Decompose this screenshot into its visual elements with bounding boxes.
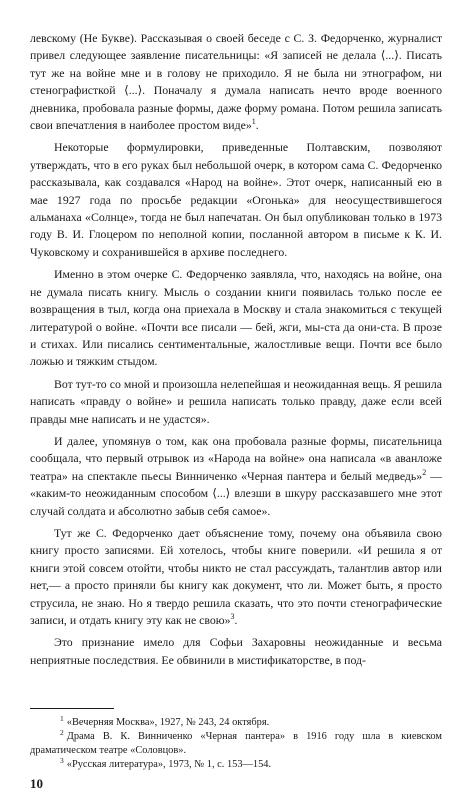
paragraph-2: Некоторые формулировки, приведенные Полтавским, позволяют утверждать, что в его руках был небольшой очерк, в котором сама С. Федорченко рассказывала, как создавался «Народ на войне». Этот очерк, написанный ею в мае 1927 года по просьбе редакции «Огонька» для неосуществившегося альманаха «Солнце», тогда не был напечатан. Он был опубликован только в 1973 году В. И. Глоцером по неполной копии, посланной автором в письме к К. И. Чуковскому и сохранившейся в архиве последнего.	[30, 140, 442, 259]
footnote-divider	[30, 708, 114, 709]
paragraph-6: Тут же С. Федорченко дает объяснение тому, почему она объявила свою книгу просто записями. Ей хотелось, чтобы книге поверили. «И решила я от книги этой совсем отойти, чтобы никто не стал рассуждать, талантлив автор или нет,— а просто приняли бы книгу как документ, что ли. Может быть, я просто струсила, не знаю. Но я твердо решила сказать, что это почти стенографические записи, и отдать книгу эту как не свою»$^3$.	[30, 525, 442, 627]
footnote-ref-3: 3	[230, 612, 235, 622]
paragraph-7: Это признание имело для Софьи Захаровны неожиданные и весьма неприятные последствия. Ее обвинили в мистификаторстве, в под-	[30, 635, 442, 667]
main-text	[30, 30, 442, 669]
footnote-ref-1: 1	[251, 117, 256, 127]
paragraph-3: Именно в этом очерке С. Федорченко заявляла, что, находясь на войне, она не думала писать книгу. Мысль о создании книги появилась только после ее возвращения в тыл, когда она приехала в Москву и стала знакомиться с текущей литературой о войне. «Почти все писали — бей, жги, мы-ста да они-ста. В прозе и стихах. Или писались сентиментальные, жалостливые вещи. Почти все было ложью и тяжким стыдом.	[30, 267, 442, 369]
page-number: 10	[30, 776, 43, 791]
paragraph-1: левскому (Не Букве). Рассказывая о своей беседе с С. З. Федорченко, журналист привел следующее заявление писательницы: «Я записей не делала ⟨...⟩. Писать тут же на войне мне и в голову не приходило. Я не была ни этнографом, ни стенографисткой ⟨...⟩. Поначалу я думала написать нечто вроде военного дневника, пробовала разные формы, даже форму романа. Потом решила записать свои впечатления в наиболее простом виде»$^1$.	[30, 31, 442, 133]
footnote-1: $^1$ «Вечерняя Москва», 1927, № 243, 24 октября.	[60, 713, 270, 728]
footnote-3: $^3$ «Русская литература», 1973, № 1, с. 153—154.	[60, 755, 272, 771]
paragraph-5: И далее, упомянув о том, как она пробовала разные формы, писательница сообщала, что первый отрывок из «Народа на войне» она написала «в аванложе театра» на спектакле пьесы Винниченко «Черная пантера и белый медведь»$^2$ — «каким-то неожиданным способом ⟨...⟩ влезши в шкуру рассказавшего мне этот случай солдата и абсолютно забыв себя самое».	[30, 433, 443, 518]
footnote-2: $^2$ Драма В. К. Винниченко «Черная пантера» в 1916 году шла в киевском драматическом театре «Соловцов».	[30, 727, 442, 756]
footnote-ref-2: 2	[422, 467, 427, 477]
footnotes	[30, 713, 442, 773]
paragraph-4: Вот тут-то со мной и произошла нелепейшая и неожиданная вещь. Я решила написать «правду о войне» и решила написать только правду, даже если всей правды мне написать и не удастся».	[30, 376, 442, 426]
